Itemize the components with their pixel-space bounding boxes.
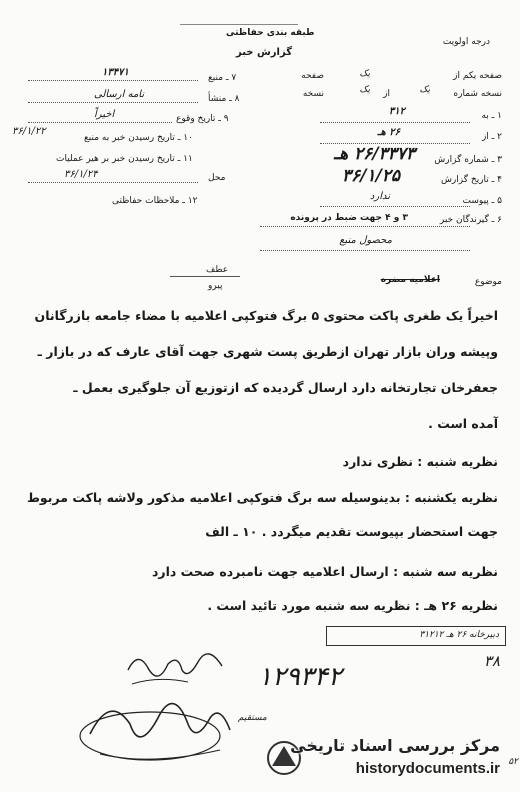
report-number-value: ۲۶/۳۳۷۳ هـ <box>334 144 415 164</box>
page-count-value: یک <box>359 69 370 79</box>
note-26h: نظریه ۲۶ هـ : نظریه سه شنبه مورد تائید است . <box>207 598 498 613</box>
copy-number-value: یک <box>419 85 430 95</box>
registry-stamp-text: دبیرخانه ۲۶ هـ ۳۱۲۱۲ <box>419 630 499 640</box>
attachment-value: ندارد <box>369 191 390 202</box>
body-line-3: جعفرخان تجارتخانه دارد ارسال گردیده که ازتوزیع آن جلوگیری بعمل ـ <box>73 380 498 395</box>
date-to-ops-value: ۳۶/۱/۲۴ <box>64 169 98 180</box>
location-label: محل <box>208 173 226 183</box>
field-to-label: ۱ ـ به <box>481 111 502 121</box>
subject-label: موضوع <box>474 277 502 287</box>
reference-label: عطف <box>206 265 229 275</box>
body-line-1: اخیراً یک طغری پاکت محتوی ۵ برگ فتوکپی اعلامیه با مضاء جامعه بازرگانان <box>34 308 498 323</box>
subject-value: اعلامیه مضره <box>380 275 440 285</box>
date-to-source-value: ۳۶/۱/۲۲ <box>12 126 46 137</box>
copy-number-of: از <box>383 89 390 99</box>
header-rule <box>180 24 298 25</box>
copy-number-label: نسخه شماره <box>453 89 502 99</box>
occurrence-date-value: اخیراً <box>94 109 115 120</box>
field-from-value: ۲۶ هـ <box>377 127 400 138</box>
note-saturday: نظریه شنبه : نظری ندارد <box>342 454 498 469</box>
date-to-ops-label: ۱۱ ـ تاریخ رسیدن خبر بر هیر عملیات <box>56 154 193 164</box>
handwritten-number: ۱۲۹۳۴۲ <box>258 662 342 692</box>
priority-label: درجه اولویت <box>442 37 490 47</box>
report-date-label: ۴ ـ تاریخ گزارش <box>440 175 502 185</box>
origin-label: ۸ ـ منشأ <box>208 94 240 104</box>
date-to-source-label: ۱۰ ـ تاریخ رسیدن خبر به منبع <box>84 133 193 143</box>
field-to-value: ۳۱۲ <box>388 106 405 117</box>
bottom-page-number: ۵۲ <box>508 757 518 767</box>
watermark-line-2: historydocuments.ir <box>355 760 500 777</box>
page-count-suffix: صفحه <box>301 71 324 81</box>
note-tuesday: نظریه سه شنبه : ارسال اعلامیه جهت نامبرده صحت دارد <box>151 564 498 579</box>
copy-number-suffix: نسخه <box>302 89 324 99</box>
registry-stamp <box>326 626 506 646</box>
report-number-label: ۳ ـ شماره گزارش <box>434 155 502 165</box>
recipients-label: ۶ ـ گیرندگان خبر <box>439 215 502 225</box>
note-sunday: نظریه یکشنبه : بدینوسیله سه برگ فتوکپی اعلامیه مذکور ولاشه پاکت مربوط <box>26 490 498 505</box>
attachment-label: ۵ ـ پیوست <box>462 196 502 206</box>
watermark <box>248 732 506 782</box>
security-remarks-label: ۱۲ ـ ملاحظات حفاظتی <box>112 196 198 206</box>
stamp-number-right: ۳۸ <box>483 652 500 670</box>
note-sunday-cont: جهت استحضار بپیوست تقدیم میگردد . ۱۰ ـ الف <box>205 524 498 539</box>
recipients-value: ۳ و ۴ جهت ضبط در پرونده <box>290 213 408 223</box>
source-value: ۱۳۴۷۱ <box>102 67 129 78</box>
body-line-4: آمده است . <box>428 416 498 431</box>
report-title: گزارش خبر <box>236 47 293 58</box>
field-from-label: ۲ ـ از <box>481 132 502 142</box>
body-line-2: وپیشه وران بازار تهران ازطریق پست شهری جهت آقای عارف که در بازار ـ <box>37 344 498 359</box>
origin-value: نامه ارسالی <box>94 89 145 100</box>
occurrence-date-label: ۹ ـ تاریخ وقوع <box>176 114 229 124</box>
copy-number-total: یک <box>359 85 370 95</box>
classification-label: طبقه بندی حفاظتی <box>226 28 315 38</box>
source-label: ۷ ـ منبع <box>208 73 237 83</box>
signature-note: مستقیم <box>238 713 267 723</box>
signature-scribble <box>70 684 250 774</box>
following-label: پیرو <box>208 281 223 291</box>
product-of-source: محصول منبع <box>339 235 392 246</box>
watermark-line-1: مرکز بررسی اسناد تاریخی <box>290 736 500 755</box>
page-count-label: صفحه یکم از <box>453 71 502 81</box>
report-date-value: ۳۶/۱/۲۵ <box>341 166 400 186</box>
